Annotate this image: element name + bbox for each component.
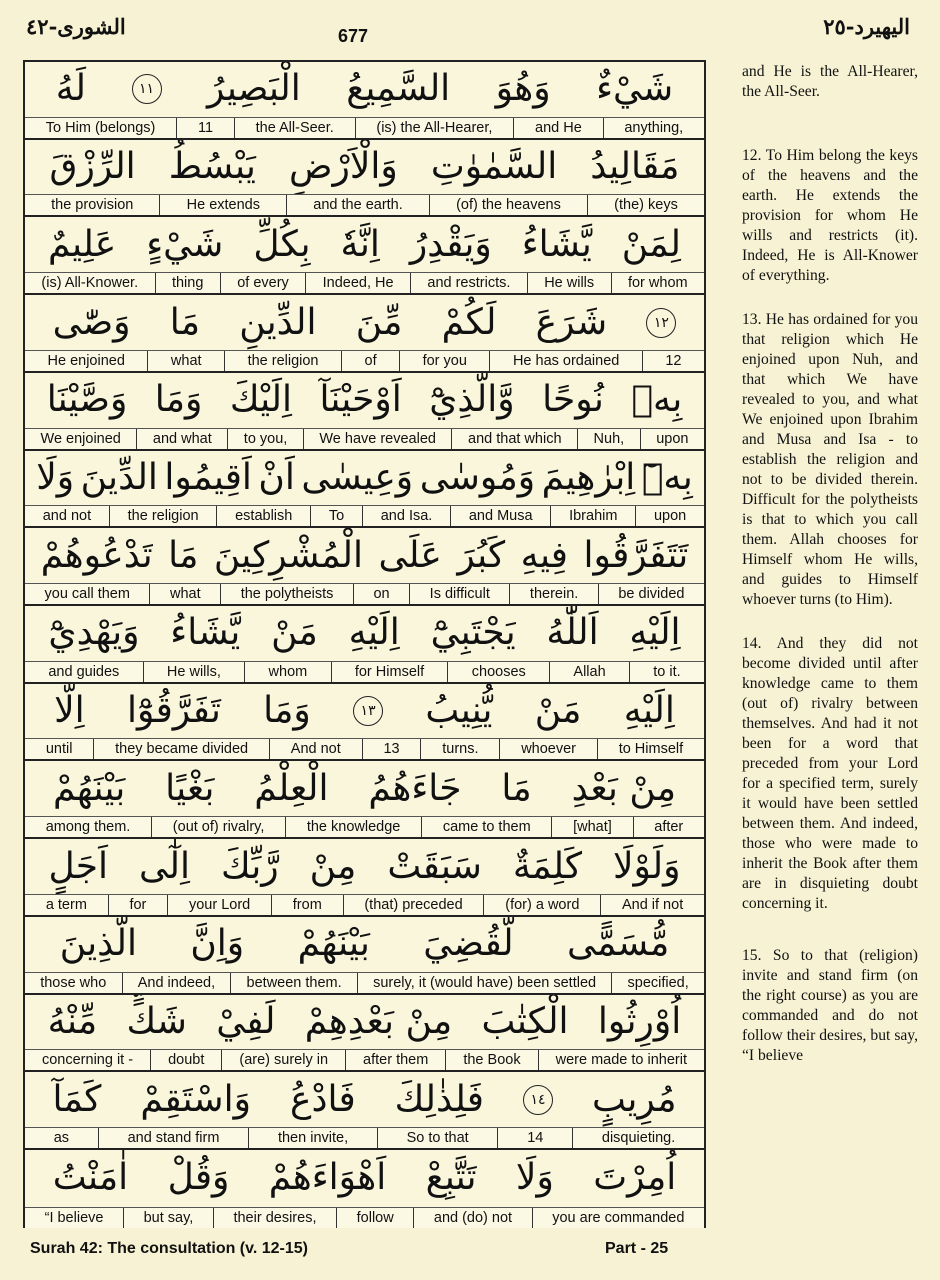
english-gloss-line [25,972,704,993]
gloss-cell: We have revealed [303,429,452,449]
arabic-word: يَجْتَبِيْٓ [430,612,516,654]
gloss-cell: “I believe [44,1209,104,1226]
gloss-cell: (is) the All-Hearer, [355,118,514,138]
gloss-cell: whom [244,662,330,682]
gloss-cell: after [633,817,704,837]
translation-para-3: 13. He has ordained for you that religion which He enjoined upon Nuh, and that which We have revealed to you, and what We enjoined upon Ibrahim and Musa and Isa - to establish the religion and not to be divided therein. Difficult for the polytheists is that to which you call them. Allah chooses for Himself whom He wills, and guides to Himself whoever turns (to Him). [742,311,918,608]
arabic-word: شَرَعَ [535,301,608,343]
arabic-word: بِكُلِّ [253,223,311,265]
arabic-word: اِنَّهٗ [340,223,380,265]
arabic-word: مِنْ بَعْدِهِمْ [304,1000,453,1042]
english-gloss-line [25,1049,704,1070]
gloss-cell: And if not [600,895,704,915]
verse-row [25,1150,704,1228]
gloss-cell: and guides [48,663,120,680]
gloss-cell: And indeed, [122,973,231,993]
ayah-number-marker: ١٢ [646,308,676,338]
gloss-cell: Is difficult [409,584,509,604]
word-by-word-grid [23,60,706,1228]
gloss-cell: [what] [551,817,632,837]
arabic-word: الْبَصِيرُ [206,68,301,110]
gloss-cell: be divided [598,584,704,604]
arabic-word: الدِّينِ [239,301,317,343]
english-gloss-line [25,894,704,915]
verse-row [25,451,704,529]
gloss-cell: what [149,584,220,604]
arabic-word: مِّنَ [355,301,403,343]
gloss-cell: So to that [377,1128,498,1148]
english-gloss-line [25,1127,704,1148]
footer-part: Part - 25 [605,1240,669,1257]
arabic-word: كَمَآ [52,1078,102,1120]
arabic-word: تَتَفَرَّقُوا [583,534,689,576]
arabic-word: الرِّزْقَ [49,146,136,188]
arabic-word: وَمَا [263,690,311,732]
arabic-word: بَيْنَهُمْ [52,767,126,809]
arabic-word: اِلَّا [54,690,85,732]
gloss-cell: upon [640,429,704,449]
gloss-cell: Nuh, [577,429,640,449]
arabic-word: نُوحًا [542,379,604,421]
gloss-cell: thing [155,273,220,293]
gloss-cell: (for) a word [483,895,600,915]
english-gloss-line [25,816,704,837]
gloss-cell: for you [399,351,489,371]
arabic-word: مِنْ [309,845,357,887]
gloss-cell: follow [336,1208,413,1228]
verse-row [25,140,704,218]
arabic-word: اَهْوَاءَهُمْ [268,1157,387,1199]
gloss-cell: were made to inherit [538,1050,704,1070]
arabic-word: اِلٰٓى [138,845,190,887]
gloss-cell: therein. [509,584,597,604]
gloss-cell: 13 [362,739,421,759]
arabic-word: الْكِتٰبَ [481,1000,569,1042]
gloss-cell: as [53,1130,70,1147]
gloss-cell: the knowledge [285,817,421,837]
gloss-cell: for [108,895,167,915]
arabic-line [25,1150,704,1207]
arabic-word: جَاءَهُمُ [368,767,462,809]
translation-para-2: 12. To Him belong the keys of the heavens and the earth. He extends the provision for whom He wills and restricts (it). Indeed, He is All-Knower of everything. [742,147,918,284]
arabic-line [25,839,704,894]
arabic-word: اَنْ [258,456,295,498]
arabic-word: وَهُوَ [495,68,551,110]
arabic-word: شَيْءٌ [596,68,674,110]
gloss-cell: He has ordained [489,351,641,371]
verse-row [25,217,704,295]
english-gloss-line [25,272,704,293]
arabic-word: اُوْرِثُوا [597,1000,682,1042]
arabic-word: مُّسَمًّى [567,923,670,965]
gloss-cell: to it. [629,662,704,682]
verse-row [25,528,704,606]
gloss-cell: and the earth. [286,195,429,215]
gloss-cell: you call them [44,586,130,603]
arabic-word: مَا [501,767,532,809]
gloss-cell: (out of) rivalry, [151,817,285,837]
arabic-word: مُرِيبٍ [591,1078,677,1120]
ayah-number-marker: ١١ [132,74,162,104]
ayah-number-marker: ١٣ [353,696,383,726]
arabic-word: عَلَى [378,534,442,576]
arabic-word: الْمُشْرِكِينَ [213,534,363,576]
gloss-cell: of every [220,273,305,293]
arabic-word: تَتَّبِعْ [425,1157,477,1199]
gloss-cell: (are) surely in [221,1050,345,1070]
gloss-cell: of [341,351,399,371]
arabic-line [25,684,704,739]
arabic-word: يَّشَاءُ [521,223,592,265]
gloss-cell: but say, [123,1208,213,1228]
arabic-line [25,373,704,428]
arabic-word: مَا [168,534,199,576]
gloss-cell: your Lord [167,895,271,915]
arabic-word: وَقُلْ [167,1157,230,1199]
arabic-word: لَهُ [55,68,87,110]
gloss-cell: the All-Seer. [234,118,355,138]
gloss-cell: what [147,351,224,371]
gloss-cell: those who [40,974,107,991]
arabic-word: وَعِيسٰى [301,456,414,498]
verse-row [25,295,704,373]
arabic-word: وَلَوْلَا [613,845,681,887]
arabic-word: لَّقُضِيَ [423,923,514,965]
arabic-word: وَمُوسٰى [419,456,536,498]
arabic-line [25,62,704,117]
arabic-line [25,217,704,272]
english-gloss-line [25,738,704,759]
gloss-cell: doubt [150,1050,221,1070]
arabic-word: وَّالَّذِيْٓ [429,379,515,421]
arabic-word: تَفَرَّقُوْٓا [126,690,221,732]
arabic-word: يُّنِيبُ [425,690,493,732]
arabic-word: اٰمَنْتُ [52,1157,129,1199]
arabic-word: اِلَيْهِ [623,690,675,732]
gloss-cell: then invite, [248,1128,377,1148]
arabic-word: وَيَهْدِيْٓ [48,612,140,654]
gloss-cell: concerning it - [41,1052,134,1069]
verse-row [25,839,704,917]
arabic-word: بَيْنَهُمْ [297,923,370,965]
arabic-word: رَّبِّكَ [220,845,279,887]
gloss-cell: He enjoined [47,352,125,369]
arabic-word: شَكٍّ [126,1000,187,1042]
gloss-cell: to you, [227,429,303,449]
arabic-word: وَصَّيْنَا [46,379,128,421]
verse-row [25,373,704,451]
gloss-cell: 11 [176,118,234,138]
gloss-cell: among them. [45,819,131,836]
gloss-cell: To Him (belongs) [45,119,156,136]
gloss-cell: and restricts. [410,273,527,293]
gloss-cell: upon [635,506,704,526]
arabic-line [25,140,704,195]
arabic-word: مَقَالِيدُ [590,146,680,188]
gloss-cell: and He [513,118,602,138]
arabic-line [25,606,704,661]
verse-row [25,995,704,1073]
gloss-cell: specified, [611,973,704,993]
gloss-cell: chooses [447,662,549,682]
gloss-cell: and that which [451,429,577,449]
arabic-word: فِيهِ [520,534,569,576]
gloss-cell: the religion [109,506,216,526]
arabic-word: وَلَا [515,1157,554,1199]
arabic-word: تَدْعُوهُمْ [40,534,153,576]
arabic-word: بَغْيًا [165,767,215,809]
english-gloss-line [25,350,704,371]
arabic-word: فَادْعُ [289,1078,356,1120]
arabic-word: مَنْ [534,690,582,732]
english-gloss-line [25,1207,704,1228]
arabic-word: لِمَنْ [621,223,681,265]
arabic-word: السَّمٰوٰتِ [430,146,558,188]
arabic-word: وَمَا [154,379,203,421]
english-gloss-line [25,117,704,138]
arabic-word: الدِّينَ [80,456,158,498]
arabic-word: وَاسْتَقِمْ [140,1078,251,1120]
arabic-word: شَيْءٍ [146,223,224,265]
arabic-word: سَبَقَتْ [387,845,482,887]
gloss-cell: to Himself [597,739,704,759]
gloss-cell: He extends [159,195,286,215]
gloss-cell: surely, it (would have) been settled [357,973,611,993]
verse-row [25,606,704,684]
arabic-line [25,917,704,972]
gloss-cell: for whom [611,273,704,293]
translation-para-4: 14. And they did not become divided until after knowledge came to them (out of) rivalry between themselves. And had it not been for a word that preceded from your Lord for a specified term, surely it would have been settled between them. And indeed, those who were made to inherit the Book after them are in disquieting doubt concerning it. [742,635,918,912]
arabic-word: كَبُرَ [457,534,506,576]
gloss-cell: they became divided [93,739,269,759]
english-gloss-line [25,661,704,682]
arabic-word: الْعِلْمُ [254,767,329,809]
gloss-cell: whoever [499,739,596,759]
arabic-word: كَلِمَةٌ [512,845,583,887]
gloss-cell: after them [345,1050,445,1070]
gloss-cell: Indeed, He [305,273,410,293]
arabic-word: مَنْ [271,612,318,654]
gloss-cell: a term [45,896,87,913]
gloss-cell: until [45,741,73,758]
gloss-cell: from [271,895,343,915]
gloss-cell: came to them [421,817,551,837]
english-gloss-line [25,194,704,215]
gloss-cell: the religion [224,351,341,371]
arabic-word: اَوْحَيْنَآ [319,379,402,421]
arabic-word: وَاِنَّ [190,923,245,965]
gloss-cell: and Isa. [362,506,450,526]
gloss-cell: you are commanded [532,1208,704,1228]
gloss-cell: He wills [527,273,611,293]
arabic-word: بِهٖٓ [641,456,693,498]
translation-para-1: and He is the All-Hearer, the All-Seer. [742,63,918,100]
arabic-word: اِلَيْكَ [229,379,293,421]
arabic-word: اُمِرْتَ [593,1157,677,1199]
verse-row [25,1072,704,1150]
arabic-word: اِلَيْهِ [629,612,681,654]
arabic-word: اِبْرٰهِيمَ [541,456,636,498]
gloss-cell: (the) keys [587,195,704,215]
gloss-cell: and Musa [450,506,550,526]
gloss-cell: And not [269,739,362,759]
arabic-word: وَصّٰى [52,301,131,343]
gloss-cell: turns. [420,739,499,759]
gloss-cell: for Himself [331,662,448,682]
arabic-word: لَفِيْ [216,1000,276,1042]
arabic-word: اَجَلٍ [48,845,109,887]
gloss-cell: the provision [51,197,134,214]
verse-row [25,917,704,995]
gloss-cell: on [353,584,409,604]
arabic-word: فَلِذٰلِكَ [394,1078,484,1120]
arabic-line [25,528,704,583]
arabic-word: مَا [169,301,201,343]
arabic-word: اِلَيْهِ [348,612,400,654]
gloss-cell: Ibrahim [550,506,635,526]
gloss-cell: anything, [603,118,704,138]
arabic-line [25,451,704,506]
verse-row [25,684,704,762]
arabic-line [25,761,704,816]
gloss-cell: (of) the heavens [429,195,587,215]
translation-para-5: 15. So to that (religion) invite and stand firm (on the right course) as you are commanded and do not follow their desires, but say, “I believe [742,947,918,1064]
gloss-cell: (is) All-Knower. [41,275,139,292]
arabic-line [25,995,704,1050]
arabic-word: اَقِيمُوا [164,456,252,498]
gloss-cell: establish [216,506,310,526]
ayah-number-marker: ١٤ [523,1085,553,1115]
gloss-cell: between them. [230,973,357,993]
arabic-word: السَّمِيعُ [346,68,451,110]
arabic-word: مِنْ بَعْدِ [571,767,677,809]
english-gloss-line [25,505,704,526]
translation-column [742,62,918,1066]
gloss-cell: He wills, [143,662,245,682]
page-number: 677 [338,26,369,46]
gloss-cell: disquieting. [572,1128,704,1148]
gloss-cell: and (do) not [413,1208,531,1228]
arabic-word: وَلَا [36,456,75,498]
arabic-word: وَيَقْدِرُ [409,223,492,265]
gloss-cell: and not [42,508,92,525]
gloss-cell: Allah [549,662,629,682]
gloss-cell: To [310,506,362,526]
gloss-cell: 12 [642,351,704,371]
verse-row [25,62,704,140]
gloss-cell: their desires, [213,1208,336,1228]
arabic-word: مِّنْهُ [47,1000,98,1042]
arabic-word: وَالْاَرْضِ [288,146,398,188]
arabic-word: يَّشَاءُ [170,612,241,654]
surah-title-left: الشورى-٤٢ [26,14,126,39]
arabic-line [25,295,704,350]
english-gloss-line [25,428,704,449]
arabic-line [25,1072,704,1127]
english-gloss-line [25,583,704,604]
gloss-cell: the Book [445,1050,537,1070]
surah-title-right: اليهيرد-٢٥ [823,14,910,39]
arabic-word: عَلِيمٌ [48,223,117,265]
arabic-word: يَبْسُطُ [168,146,256,188]
arabic-word: اَللّٰهُ [546,612,599,654]
footer-surah: Surah 42: The consultation (v. 12-15) [30,1240,308,1257]
gloss-cell: the polytheists [220,584,353,604]
gloss-cell: We enjoined [40,430,121,447]
gloss-cell: (that) preceded [343,895,484,915]
gloss-cell: and stand firm [98,1128,248,1148]
verse-row [25,761,704,839]
arabic-word: بِهٖ [631,379,683,421]
arabic-word: الَّذِينَ [59,923,137,965]
arabic-word: لَكُمْ [441,301,497,343]
gloss-cell: and what [136,429,227,449]
gloss-cell: 14 [497,1128,572,1148]
